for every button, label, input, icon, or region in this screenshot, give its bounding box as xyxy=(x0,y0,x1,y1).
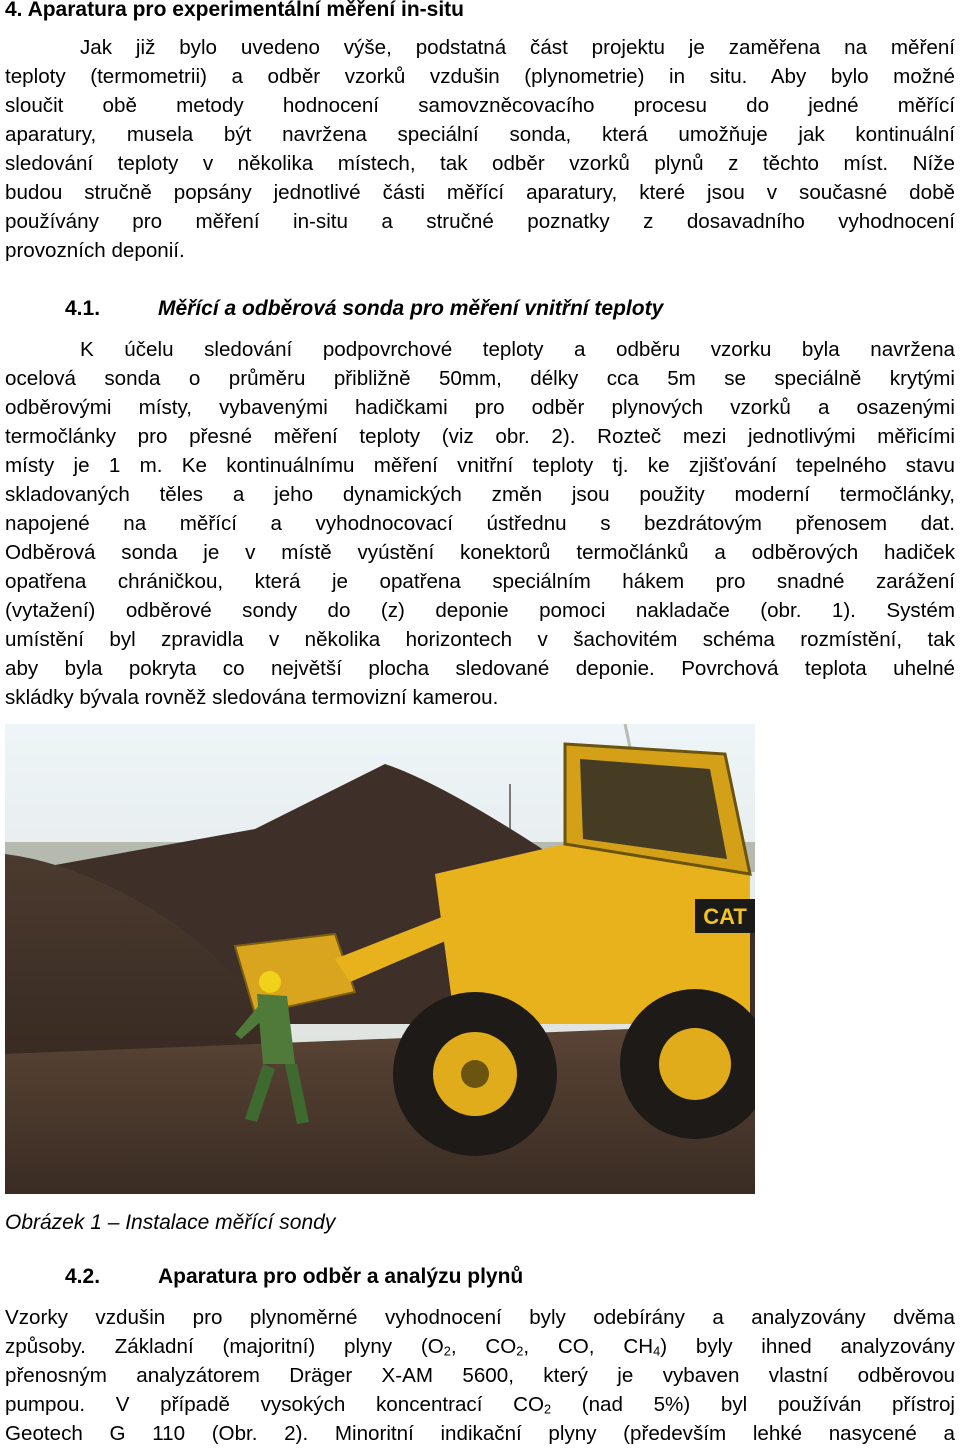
cat-logo-text: CAT xyxy=(703,904,747,929)
text-segment: způsoby. Základní (majoritní) plyny (O xyxy=(5,1335,444,1358)
section-4-2-heading xyxy=(65,1262,523,1292)
section-4-1-heading xyxy=(65,294,663,324)
text-line: ocelová sonda o průměru přibližně 50mm, délky cca 5m se speciálně krytými xyxy=(5,367,955,390)
section-title: Aparatura pro odběr a analýzu plynů xyxy=(158,1265,524,1288)
text-line: sloučit obě metody hodnocení samovzněcovacího procesu do jedné měřící xyxy=(5,94,955,117)
text-segment: , CO, CH xyxy=(523,1335,654,1358)
text-line: budou stručně popsány jednotlivé části měřící aparatury, které jsou v současné době xyxy=(5,181,955,204)
text-line: napojené na měřící a vyhodnocovací ústřednu s bezdrátovým přenosem dat. xyxy=(5,512,955,535)
text-line: opatřena chráničkou, která je opatřena speciálním hákem pro snadné zarážení xyxy=(5,570,955,593)
text-line: K účelu sledování podpovrchové teploty a odběru vzorku byla navržena xyxy=(80,338,955,361)
text-line: skládky bývala rovněž sledována termovizní kamerou. xyxy=(5,686,499,709)
text-line: termočlánky pro přesné měření teploty (viz obr. 2). Rozteč mezi jednotlivými měřicími xyxy=(5,425,955,448)
text-line: (vytažení) odběrové sondy do (z) deponie pomoci nakladače (obr. 1). Systém xyxy=(5,599,955,622)
section-title: Měřící a odběrová sonda pro měření vnitřní teploty xyxy=(158,297,664,320)
subscript: 4 xyxy=(653,1343,661,1359)
text-line: Odběrová sonda je v místě vyústění konektorů termočlánků a odběrových hadiček xyxy=(5,541,955,564)
text-segment: pumpou. V případě vysokých koncentrací CO xyxy=(5,1393,544,1416)
text-line: aparatury, musela být navržena speciální sonda, která umožňuje jak kontinuální xyxy=(5,123,955,146)
text-line: Vzorky vzdušin pro plynoměrné vyhodnocení byly odebírány a analyzovány dvěma xyxy=(5,1306,955,1329)
section-4-heading: 4. Aparatura pro experimentální měření in-situ xyxy=(5,0,465,21)
text-line: přenosným analyzátorem Dräger X-AM 5600, který je vybaven vlastní odběrovou xyxy=(5,1364,955,1387)
intro-paragraph xyxy=(5,33,955,265)
text-line: provozních deponií. xyxy=(5,239,185,262)
text-line: odběrovými místy, vybavenými hadičkami pro odběr plynových vzorků a osazenými xyxy=(5,396,955,419)
subscript: 2 xyxy=(543,1401,552,1417)
text-line: teploty (termometrii) a odběr vzorků vzdušin (plynometrie) in situ. Aby bylo možné xyxy=(5,65,955,88)
text-segment: (nad 5%) byl používán přístroj xyxy=(551,1393,955,1416)
text-line: používány pro měření in-situ a stručné poznatky z dosavadního vyhodnocení xyxy=(5,210,955,233)
text-line-formulas xyxy=(5,1390,955,1419)
figure-caption: Obrázek 1 – Instalace měřící sondy xyxy=(5,1211,336,1234)
text-line: sledování teploty v několika místech, tak odběr vzorků plynů z těchto míst. Níže xyxy=(5,152,955,175)
text-line: skladovaných těles a jeho dynamických změn jsou použity moderní termočlánky, xyxy=(5,483,955,506)
sonda-paragraph xyxy=(5,335,955,712)
subscript: 2 xyxy=(443,1343,451,1359)
photo-illustration xyxy=(5,724,755,1194)
section-number: 4.1. xyxy=(65,297,101,320)
text-segment: , CO xyxy=(450,1335,517,1358)
text-line: Jak již bylo uvedeno výše, podstatná část projektu je zaměřena na měření xyxy=(80,36,955,59)
text-line: aby byla pokryta co největší plocha sledované deponie. Povrchová teplota uhelné xyxy=(5,657,955,680)
text-line: Geotech G 110 (Obr. 2). Minoritní indikační plyny (především lehké nasycené a xyxy=(5,1422,955,1445)
subscript: 2 xyxy=(516,1343,524,1359)
text-line: umístění byl zpravidla v několika horizontech v šachovitém schéma rozmístění, tak xyxy=(5,628,955,651)
loader-installation-photo xyxy=(5,724,755,1194)
gas-paragraph xyxy=(5,1303,955,1448)
text-line: místy je 1 m. Ke kontinuálnímu měření vnitřní teploty tj. ke zjišťování tepelného stavu xyxy=(5,454,955,477)
text-line-formulas xyxy=(5,1332,955,1361)
section-number: 4.2. xyxy=(65,1265,101,1288)
text-segment: ) byly ihned analyzovány xyxy=(660,1335,955,1358)
